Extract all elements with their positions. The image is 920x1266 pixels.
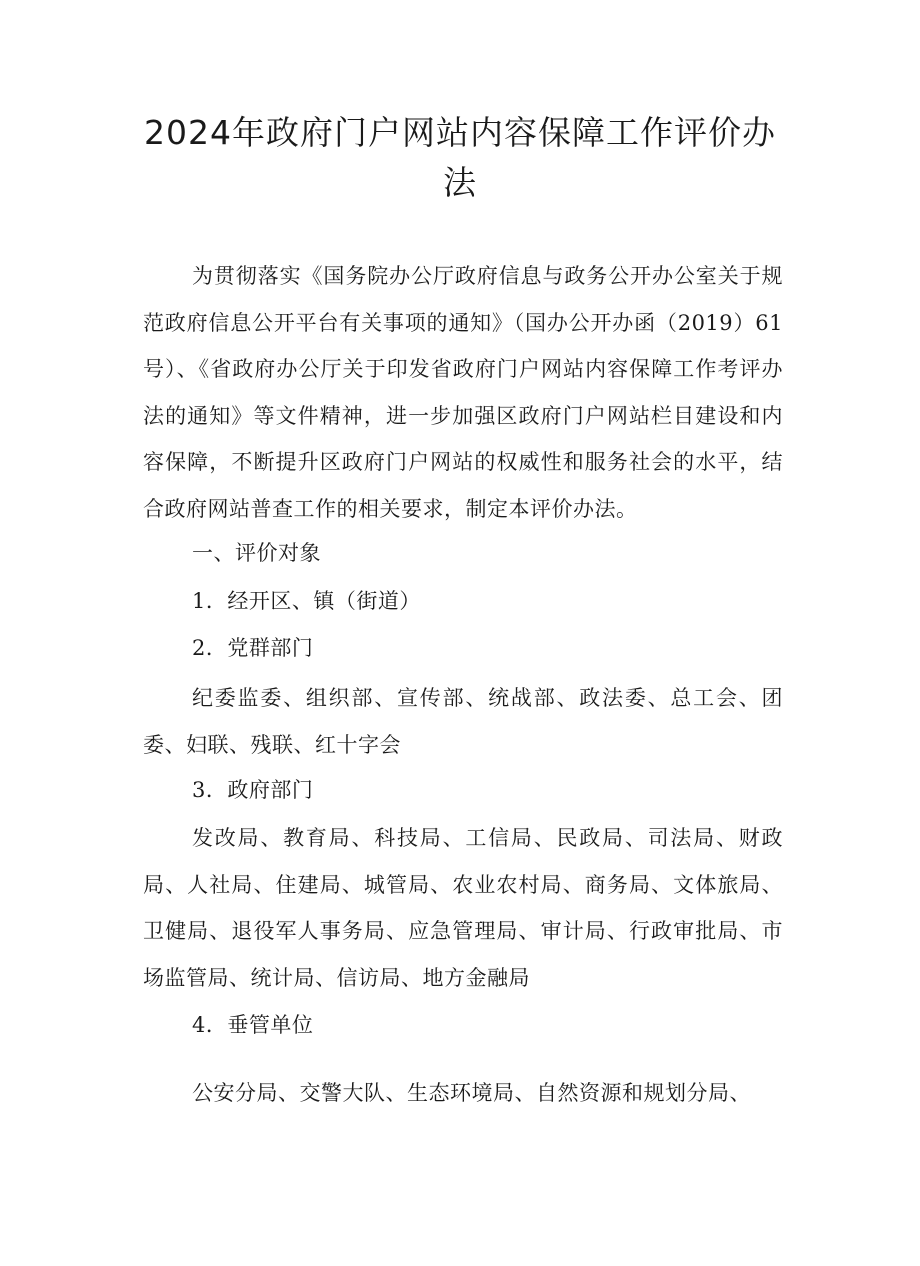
government-departments-list: 发改局、教育局、科技局、工信局、民政局、司法局、财政局、人社局、住建局、城管局、农业农村局、商务局、文体旅局、卫健局、退役军人事务局、应急管理局、审计局、行政审批局、市场监管局、统计局、信访局、地方金融局 bbox=[143, 826, 783, 990]
intro-paragraph: 为贯彻落实《国务院办公厅政府信息与政务公开办公室关于规范政府信息公开平台有关事项的通知》（国办公开办函（2019）61号）、《省政府办公厅关于印发省政府门户网站内容保障工作考评办法的通知》等文件精神，进一步加强区政府门户网站栏目建设和内容保障，不断提升区政府门户网站的权威性和服务社会的水平，结合政府网站普查工作的相关要求，制定本评价办法。 bbox=[143, 264, 783, 521]
item-heading-development-zones-towns: 1．经开区、镇（街道） bbox=[192, 589, 421, 613]
section-heading-evaluation-targets: 一、评价对象 bbox=[192, 541, 321, 565]
item-heading-government-departments: 3．政府部门 bbox=[192, 778, 314, 802]
document-title: 2024年政府门户网站内容保障工作评价办法 bbox=[144, 113, 776, 202]
item-heading-party-departments: 2．党群部门 bbox=[192, 636, 314, 660]
party-departments-list: 纪委监委、组织部、宣传部、统战部、政法委、总工会、团委、妇联、残联、红十字会 bbox=[143, 686, 783, 757]
vertical-units-list: 公安分局、交警大队、生态环境局、自然资源和规划分局、 bbox=[192, 1081, 751, 1105]
item-heading-vertical-units: 4．垂管单位 bbox=[192, 1013, 314, 1037]
